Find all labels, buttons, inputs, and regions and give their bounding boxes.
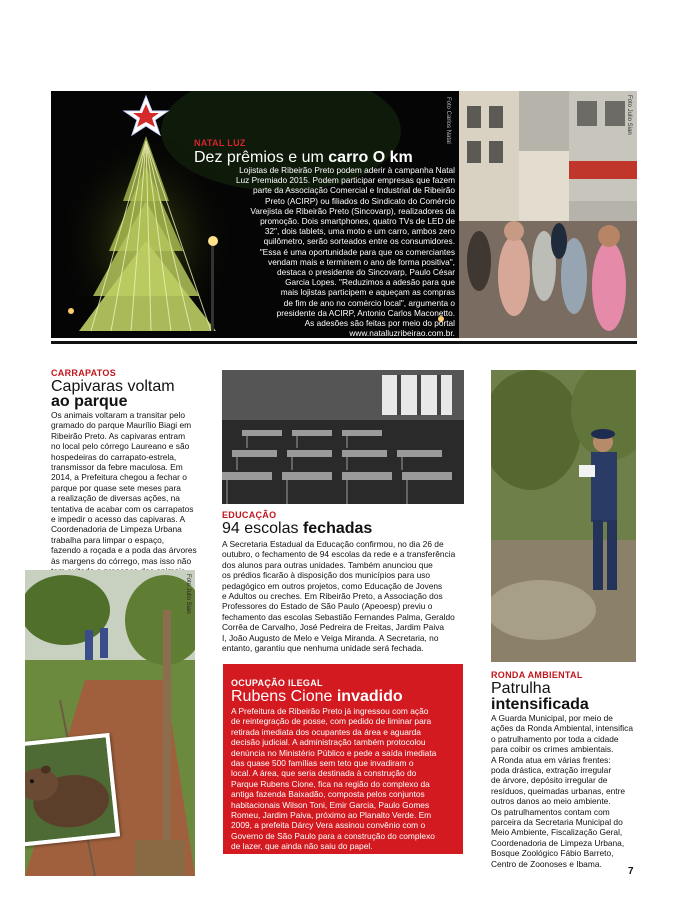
- body-line: Romeu, Jardim Paiva, próximo ao Planalto Verde. Em: [231, 810, 432, 821]
- body-line: outubro, o fechamento de 94 escolas da rede e a transferência: [222, 549, 456, 560]
- body-line: de árvore, depósito irregular de: [491, 775, 608, 786]
- title-bold: carro O km: [328, 149, 413, 166]
- body-line: às margens do córrego, mas isso não: [51, 555, 192, 566]
- article-title-line2: ao parque: [51, 393, 128, 410]
- body-line: gramado do parque Maurílio Biagi em: [51, 420, 192, 431]
- article-body: [51, 410, 216, 577]
- body-line: Professores do Estado de São Paulo (Apeoesp) previu o: [222, 601, 433, 612]
- body-line: promoção. Dois smartphones, quatro TVs de LED de: [260, 216, 455, 227]
- article-body: [222, 539, 467, 653]
- body-line: I, João Augusto de Melo e Veiga Miranda. A Secretaria, no: [222, 632, 439, 643]
- body-line: Meio Ambiente, Fiscalização Geral,: [491, 827, 623, 838]
- section-kicker: OCUPAÇÃO ILEGAL: [231, 678, 323, 688]
- body-line: para coibir os crimes ambientais.: [491, 744, 614, 755]
- body-line: Os patrulhamentos contam com: [491, 806, 610, 817]
- article-title: [231, 688, 459, 705]
- natal-luz-article: [194, 138, 434, 166]
- body-line: A Ronda atua em várias frentes:: [491, 754, 611, 765]
- body-line: e impedir o acesso das capivaras. A: [51, 514, 186, 525]
- body-line: transmissor da febre maculosa. Em: [51, 462, 183, 473]
- article-title-line1: Patrulha: [491, 680, 551, 697]
- body-line: ações da Ronda Ambiental, intensifica: [491, 723, 633, 734]
- body-line: 2014, a Prefeitura chegou a fechar o: [51, 472, 187, 483]
- natal-luz-banner-photo: [51, 91, 459, 338]
- street-crowd-photo: [459, 91, 637, 338]
- capybara-inset-photo: [25, 733, 120, 847]
- guard-illustration: [491, 370, 636, 662]
- body-line: Lojistas de Ribeirão Preto podem aderir à campanha Natal: [239, 165, 455, 175]
- body-line: parque por quase sete meses para: [51, 482, 181, 493]
- body-line: resíduos, queimadas urbanas, entre: [491, 785, 626, 796]
- body-line: entanto, garantiu que nenhuma unidade será fechada.: [222, 643, 424, 654]
- natal-luz-body: [169, 165, 455, 338]
- section-kicker: NATAL LUZ: [194, 138, 246, 148]
- body-line: Ribeirão Preto. As capivaras entram: [51, 430, 186, 441]
- body-line: denúncia no Ministério Público e pede a saída imediata: [231, 747, 437, 758]
- body-line: de reintegração de posse, com pedido de liminar para: [231, 716, 432, 727]
- ronda-article: [491, 670, 641, 869]
- body-line: os prédios ficarão à disposição dos municípios para uso: [222, 570, 431, 581]
- photo-credit: Foto Julio Sian: [185, 574, 191, 614]
- article-body: [231, 706, 459, 852]
- photo-credit-right: Foto Julio Sian: [626, 95, 632, 135]
- body-line: no local pelo córrego Laureano e são: [51, 441, 190, 452]
- ocupacao-article: [231, 678, 459, 852]
- title-bold: invadido: [336, 688, 403, 705]
- body-line: vendam mais e terminem o ano de forma positiva",: [268, 256, 455, 267]
- body-line: fechamento das escolas Sebastião Fernandes Palma, Geraldo: [222, 611, 455, 622]
- body-line: dos alunos para outras unidades. Também anunciou que: [222, 559, 433, 570]
- body-line: hospedeiras do carrapato-estrela,: [51, 451, 177, 462]
- body-line: das quase 500 famílias sem teto que invadiram o: [231, 758, 414, 769]
- body-line: mais lojistas participem e aqueçam as compras: [280, 287, 455, 298]
- body-line: parceira da Secretaria Municipal do: [491, 817, 623, 828]
- carrapatos-article: [51, 368, 216, 577]
- section-kicker: RONDA AMBIENTAL: [491, 670, 583, 680]
- body-line: A Prefeitura de Ribeirão Preto já ingressou com ação: [231, 706, 429, 716]
- body-line: e Adultos ou creches. Em Ribeirão Preto, a Associação dos: [222, 591, 443, 602]
- article-title: [222, 520, 467, 537]
- body-line: poda drástica, extração irregular: [491, 765, 612, 776]
- body-line: fazendo a roçada e a poda das árvores: [51, 545, 197, 556]
- body-line: pedagógico em outros projetos, como Educação de Jovens: [222, 580, 443, 591]
- body-line: Bosque Zoológico Fábio Barreto,: [491, 848, 614, 859]
- title-plain: 94 escolas: [222, 520, 303, 537]
- body-line: Coordenadoria de Limpeza Urbana: [51, 524, 182, 535]
- body-line: antiga fazenda Baixadão, composta pelos conjuntos: [231, 789, 425, 800]
- body-line: Centro de Zoonoses e Ibama.: [491, 858, 602, 869]
- body-line: Preto (ACIRP) ou filiados do Sindicato do Comércio: [265, 195, 455, 206]
- body-line: A Guarda Municipal, por meio de: [491, 713, 613, 723]
- body-line: o patrulhamento por toda a cidade: [491, 733, 619, 744]
- body-line: tentativa de acabar com os carrapatos: [51, 503, 194, 514]
- body-line: habitacionais Wilson Toni, Emir Garcia, Paulo Gomes: [231, 799, 430, 810]
- article-title-line2: intensificada: [491, 696, 589, 713]
- shopping-street-illustration: [459, 91, 637, 338]
- body-line: www.natalluzribeirao.com.br.: [349, 328, 455, 338]
- body-line: As adesões são feitas por meio do portal: [304, 318, 455, 329]
- body-line: retirada imediata dos ocupantes da área e aguarda: [231, 726, 421, 737]
- body-line: Garcia Lopes. "Reduzimos a adesão para que: [285, 277, 455, 288]
- body-line: de lazer, que ainda não saiu do papel.: [231, 841, 373, 852]
- photo-credit: Foto Carlos Natal: [445, 97, 451, 144]
- body-line: Luz Premiado 2015. Podem participar empresas que fazem: [235, 175, 455, 186]
- body-line: decisão judicial. A administração também protocolou: [231, 737, 426, 748]
- article-title-line1: Capivaras voltam: [51, 378, 175, 395]
- title-plain: Rubens Cione: [231, 688, 337, 705]
- empty-classroom-illustration: [222, 370, 464, 504]
- body-line: Coordenadoria de Limpeza Urbana,: [491, 837, 625, 848]
- title-plain: Dez prêmios e um: [194, 149, 329, 166]
- body-line: A Secretaria Estadual da Educação confirmou, no dia 26 de: [222, 539, 444, 549]
- capybara-park-photo: [25, 570, 195, 876]
- body-line: outros danos ao meio ambiente.: [491, 796, 611, 807]
- section-kicker: CARRAPATOS: [51, 368, 117, 378]
- body-line: a realização de diversas ações, na: [51, 493, 180, 504]
- ocupacao-ilegal-box: [223, 664, 463, 854]
- article-body: [491, 713, 641, 869]
- title-bold: fechadas: [302, 520, 373, 537]
- body-line: "Essa é uma oportunidade para que os comerciantes: [259, 246, 455, 257]
- body-line: Parque Rubens Cione, fica na região do complexo da: [231, 778, 430, 789]
- section-divider: [51, 341, 637, 344]
- body-line: parte da Associação Comercial e Industrial de Ribeirão: [253, 185, 455, 196]
- page-number: 7: [628, 866, 634, 877]
- section-kicker: EDUCAÇÃO: [222, 510, 277, 520]
- body-line: local. A área, que seria destinada à construção do: [231, 768, 417, 779]
- body-line: Governo de São Paulo para a construção do complexo: [231, 830, 435, 841]
- body-line: trabalha para limpar o espaço,: [51, 534, 165, 545]
- capybara-illustration: [25, 737, 116, 843]
- article-title: [194, 149, 434, 166]
- classroom-photo: [222, 370, 464, 504]
- body-line: Os animais voltaram a transitar pelo: [51, 410, 186, 420]
- body-line: quilômetro, serão sorteados entre os consumidores.: [263, 236, 455, 247]
- body-line: presidente da ACIRP, Antonio Carlos Maconetto.: [276, 307, 455, 318]
- body-line: Corrêa de Carvalho, José Pedreira de Freitas, Jardim Paiva: [222, 622, 445, 633]
- environmental-patrol-photo: [491, 370, 636, 662]
- body-line: de fim de ano no comércio local", argumenta o: [283, 297, 455, 308]
- body-line: Varejista de Ribeirão Preto (Sincovarp), realizadores da: [250, 205, 455, 216]
- body-line: 2009, a prefeita Dárcy Vera assinou convênio com o: [231, 820, 426, 831]
- body-line: destaca o presidente do Sincovarp, Paulo César: [276, 267, 455, 278]
- body-line: 32", dois tablets, uma moto e um carro, ambos zero: [264, 226, 455, 237]
- educacao-article: [222, 510, 467, 653]
